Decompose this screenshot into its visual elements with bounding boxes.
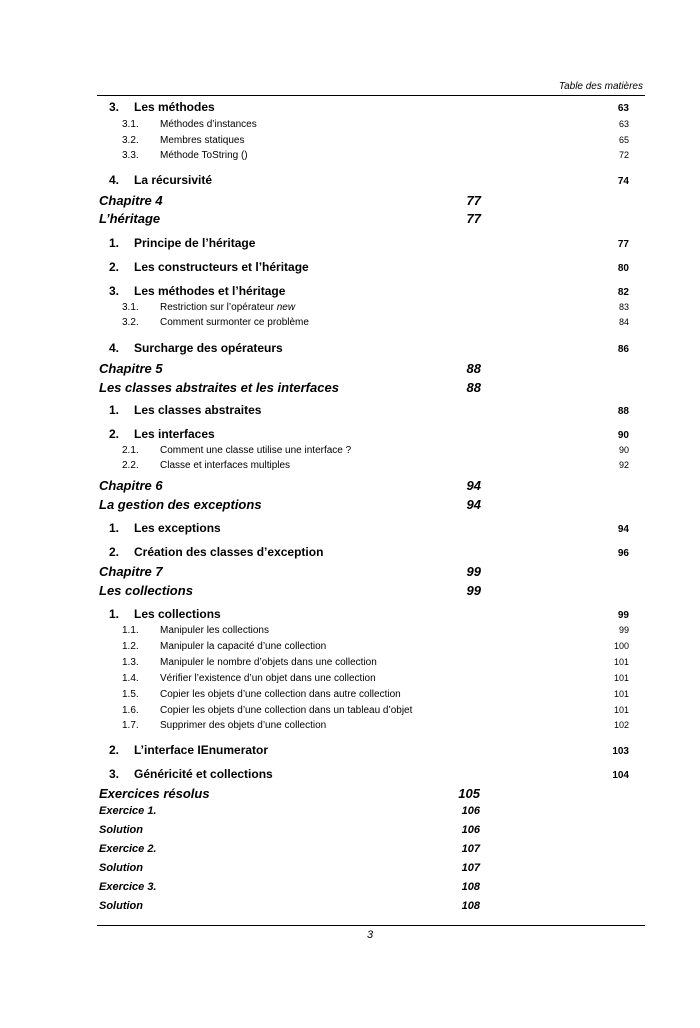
toc-entry-title bbox=[134, 284, 285, 298]
toc-entry-title bbox=[99, 361, 163, 376]
toc-entry-number: 3.3. bbox=[122, 150, 139, 161]
toc-entry-title-text: Les interfaces bbox=[134, 427, 215, 441]
toc-entry[interactable] bbox=[99, 786, 480, 802]
toc-entry[interactable] bbox=[99, 583, 481, 601]
toc-entry-title-text: Chapitre 5 bbox=[99, 361, 163, 376]
toc-entry-page: 83 bbox=[618, 302, 629, 312]
toc-entry-page: 94 bbox=[466, 497, 481, 512]
toc-entry-page: 104 bbox=[612, 770, 629, 781]
toc-entry-page: 82 bbox=[617, 287, 629, 298]
toc-entry-title-text: L’interface IEnumerator bbox=[134, 743, 269, 757]
toc-entry[interactable] bbox=[109, 236, 629, 252]
toc-entry-title-text: Membres statiques bbox=[160, 135, 245, 146]
toc-entry[interactable] bbox=[122, 119, 629, 133]
toc-entry-page: 63 bbox=[618, 119, 629, 129]
toc-entry-number: 2. bbox=[109, 260, 120, 274]
toc-entry-number: 2. bbox=[109, 545, 120, 559]
toc-entry-title bbox=[134, 403, 261, 417]
toc-entry-title-text: Solution bbox=[99, 824, 143, 836]
toc-entry-title bbox=[160, 705, 412, 716]
toc-entry[interactable] bbox=[109, 427, 629, 443]
toc-entry-title bbox=[99, 211, 160, 226]
toc-entry[interactable] bbox=[109, 260, 629, 276]
toc-entry[interactable] bbox=[99, 862, 480, 878]
page-number: 3 bbox=[366, 929, 374, 941]
toc-entry[interactable] bbox=[109, 607, 629, 623]
toc-entry[interactable] bbox=[109, 403, 629, 419]
toc-entry-page: 100 bbox=[613, 641, 629, 651]
toc-entry[interactable] bbox=[109, 100, 629, 116]
toc-entry-page: 74 bbox=[617, 176, 629, 187]
toc-entry-title-text: Principe de l’héritage bbox=[134, 236, 256, 250]
toc-entry-number: 1. bbox=[109, 403, 120, 417]
toc-entry-title bbox=[160, 657, 377, 668]
toc-entry[interactable] bbox=[122, 689, 629, 703]
toc-entry-number: 3. bbox=[109, 100, 120, 114]
toc-entry-title-text: Supprimer des objets d’une collection bbox=[160, 720, 327, 731]
toc-entry-title bbox=[99, 900, 143, 912]
toc-entry-title-text: Création des classes d’exception bbox=[134, 545, 324, 559]
toc-entry-title-text: Exercice 1. bbox=[99, 805, 157, 817]
toc-entry-page: 99 bbox=[617, 610, 629, 621]
toc-entry-page: 107 bbox=[461, 862, 480, 874]
toc-entry-title bbox=[99, 497, 262, 512]
toc-entry-title bbox=[134, 545, 323, 559]
toc-entry-page: 108 bbox=[461, 900, 480, 912]
toc-entry-title-text: Les constructeurs et l’héritage bbox=[134, 260, 309, 274]
toc-entry-title bbox=[99, 380, 339, 395]
toc-entry[interactable] bbox=[99, 564, 481, 582]
toc-entry[interactable] bbox=[109, 341, 629, 357]
toc-entry-title bbox=[99, 564, 163, 579]
toc-entry-title-text: L’héritage bbox=[99, 211, 161, 226]
toc-entry-title bbox=[160, 302, 295, 313]
toc-entry[interactable] bbox=[99, 380, 481, 398]
toc-entry-title-text: Les classes abstraites et les interfaces bbox=[99, 380, 339, 395]
toc-entry-title-text: Exercice 2. bbox=[99, 843, 157, 855]
toc-entry-title bbox=[99, 805, 157, 817]
toc-entry[interactable] bbox=[99, 900, 480, 916]
toc-entry-title-text: Les méthodes bbox=[134, 100, 215, 114]
toc-entry-title-text: Comment une classe utilise une interface ? bbox=[160, 445, 352, 456]
toc-entry-page: 90 bbox=[618, 445, 629, 455]
toc-entry[interactable] bbox=[109, 767, 629, 783]
toc-entry-title-text: Exercice 3. bbox=[99, 881, 157, 893]
toc-entry[interactable] bbox=[109, 284, 629, 300]
toc-entry[interactable] bbox=[109, 173, 629, 189]
toc-entry-title-text: Généricité et collections bbox=[134, 767, 273, 781]
toc-entry-page: 101 bbox=[613, 689, 629, 699]
toc-entry-number: 1.7. bbox=[122, 720, 139, 731]
toc-entry-number: 4. bbox=[109, 173, 120, 187]
toc-entry-title bbox=[99, 881, 157, 893]
toc-entry-number: 2.1. bbox=[122, 445, 139, 456]
toc-entry-number: 1.1. bbox=[122, 625, 139, 636]
toc-entry-title-text: Les collections bbox=[134, 607, 221, 621]
toc-entry[interactable] bbox=[109, 521, 629, 537]
toc-entry-title-text: Chapitre 4 bbox=[99, 193, 163, 208]
running-header: Table des matières bbox=[558, 81, 643, 92]
toc-entry-number: 1.5. bbox=[122, 689, 139, 700]
toc-entry-title bbox=[160, 135, 244, 146]
toc-entry-number: 3.2. bbox=[122, 317, 139, 328]
toc-entry-title-text: Solution bbox=[99, 900, 143, 912]
toc-entry-page: 106 bbox=[461, 805, 480, 817]
toc-entry[interactable] bbox=[122, 625, 629, 639]
toc-entry-title bbox=[134, 767, 273, 781]
toc-entry-number: 1. bbox=[109, 521, 120, 535]
toc-entry[interactable] bbox=[99, 478, 481, 496]
toc-entry-page: 102 bbox=[613, 720, 629, 730]
toc-entry-title bbox=[99, 478, 163, 493]
toc-entry[interactable] bbox=[99, 843, 480, 859]
toc-entry-title-text: Chapitre 7 bbox=[99, 564, 163, 579]
toc-entry[interactable] bbox=[122, 302, 629, 316]
toc-entry-page: 80 bbox=[617, 263, 629, 274]
toc-entry-title bbox=[160, 689, 401, 700]
toc-entry-title-text: La gestion des exceptions bbox=[99, 497, 262, 512]
toc-entry-page: 108 bbox=[461, 881, 480, 893]
toc-entry-title-text: La récursivité bbox=[134, 173, 213, 187]
toc-entry-title bbox=[134, 607, 221, 621]
toc-entry-title-text: Restriction sur l’opérateur bbox=[160, 302, 277, 313]
toc-entry-page: 105 bbox=[458, 786, 480, 801]
toc-entry-page: 77 bbox=[466, 193, 481, 208]
toc-entry[interactable] bbox=[99, 805, 480, 821]
toc-entry-title bbox=[134, 236, 255, 250]
toc-entry-title bbox=[134, 521, 221, 535]
toc-entry-number: 1. bbox=[109, 236, 120, 250]
toc-entry-title-text: Méthode ToString () bbox=[160, 150, 248, 161]
toc-entry-title-text: Manipuler le nombre d’objets dans une collection bbox=[160, 657, 377, 668]
toc-entry-number: 1.6. bbox=[122, 705, 139, 716]
toc-entry-title bbox=[160, 150, 248, 161]
toc-entry[interactable] bbox=[109, 545, 629, 561]
toc-entry-page: 96 bbox=[617, 548, 629, 559]
toc-entry-title-text: Classe et interfaces multiples bbox=[160, 460, 291, 471]
toc-entry-number: 3.1. bbox=[122, 119, 139, 130]
toc-entry-title-emphasis: new bbox=[276, 302, 296, 313]
toc-entry-number: 1.2. bbox=[122, 641, 139, 652]
toc-entry-title-text: Manipuler la capacité d’une collection bbox=[160, 641, 327, 652]
toc-entry-title-text: Les collections bbox=[99, 583, 193, 598]
toc-entry[interactable] bbox=[122, 641, 629, 655]
toc-entry-title bbox=[134, 743, 268, 757]
toc-entry[interactable] bbox=[109, 743, 629, 759]
toc-entry-page: 77 bbox=[466, 211, 481, 226]
toc-entry-number: 1.3. bbox=[122, 657, 139, 668]
toc-entry-title bbox=[134, 173, 212, 187]
toc-entry-title bbox=[160, 317, 309, 328]
toc-entry[interactable] bbox=[99, 881, 480, 897]
toc-entry-title bbox=[160, 119, 257, 130]
toc-entry[interactable] bbox=[99, 497, 481, 515]
toc-entry-number: 1.4. bbox=[122, 673, 139, 684]
toc-entry[interactable] bbox=[122, 720, 629, 734]
toc-entry-number: 3.1. bbox=[122, 302, 139, 313]
toc-entry-title bbox=[134, 260, 309, 274]
toc-entry-page: 88 bbox=[466, 361, 481, 376]
toc-entry-page: 99 bbox=[618, 625, 629, 635]
toc-entry-title-text: Vérifier l’existence d’un objet dans une collection bbox=[160, 673, 376, 684]
toc-entry-title bbox=[99, 824, 143, 836]
toc-entry-title-text: Exercices résolus bbox=[99, 786, 210, 801]
toc-entry-page: 86 bbox=[617, 344, 629, 355]
toc-entry-title bbox=[134, 427, 215, 441]
toc-entry[interactable] bbox=[122, 445, 629, 459]
toc-entry[interactable] bbox=[122, 657, 629, 671]
toc-entry[interactable] bbox=[122, 150, 629, 164]
toc-entry-page: 63 bbox=[617, 103, 629, 114]
toc-entry-title-text: Méthodes d’instances bbox=[160, 119, 257, 130]
toc-entry-page: 99 bbox=[466, 564, 481, 579]
toc-entry-page: 94 bbox=[617, 524, 629, 535]
toc-entry-title bbox=[160, 460, 290, 471]
toc-entry-title-text: Surcharge des opérateurs bbox=[134, 341, 283, 355]
toc-entry-number: 1. bbox=[109, 607, 120, 621]
toc-entry-page: 101 bbox=[613, 673, 629, 683]
toc-entry-title bbox=[99, 786, 210, 801]
toc-entry[interactable] bbox=[99, 361, 481, 379]
toc-entry-title bbox=[160, 625, 269, 636]
toc-entry-number: 2. bbox=[109, 427, 120, 441]
toc-entry-page: 84 bbox=[618, 317, 629, 327]
toc-entry-number: 2. bbox=[109, 743, 120, 757]
toc-entry-title bbox=[160, 673, 376, 684]
toc-entry-page: 107 bbox=[461, 843, 480, 855]
toc-entry[interactable] bbox=[122, 673, 629, 687]
toc-entry-title-text: Copier les objets d’une collection dans un tableau d’objet bbox=[160, 705, 413, 716]
toc-entry-title bbox=[99, 862, 143, 874]
toc-entry-number: 4. bbox=[109, 341, 120, 355]
toc-entry-page: 92 bbox=[618, 460, 629, 470]
toc-entry[interactable] bbox=[99, 824, 480, 840]
toc-entry-title bbox=[134, 100, 215, 114]
toc-entry[interactable] bbox=[122, 460, 629, 474]
footer-rule bbox=[97, 925, 645, 926]
toc-entry-number: 2.2. bbox=[122, 460, 139, 471]
toc-entry-number: 3.2. bbox=[122, 135, 139, 146]
toc-entry-title bbox=[99, 193, 163, 208]
toc-entry[interactable] bbox=[99, 211, 481, 229]
toc-entry-title-text: Copier les objets d’une collection dans autre collection bbox=[160, 689, 401, 700]
toc-entry-title bbox=[99, 843, 157, 855]
toc-entry-page: 77 bbox=[617, 239, 629, 250]
toc-entry-title-text: Les exceptions bbox=[134, 521, 221, 535]
toc-entry-title bbox=[99, 583, 193, 598]
toc-entry-title-text: Manipuler les collections bbox=[160, 625, 269, 636]
toc-entry-page: 103 bbox=[612, 746, 629, 757]
toc-entry-page: 72 bbox=[618, 150, 629, 160]
toc-entry-page: 88 bbox=[466, 380, 481, 395]
toc-entry[interactable] bbox=[122, 135, 629, 149]
toc-entry-number: 3. bbox=[109, 284, 120, 298]
toc-entry[interactable] bbox=[122, 705, 629, 719]
toc-entry-title-text: Les classes abstraites bbox=[134, 403, 262, 417]
toc-entry-title-text: Comment surmonter ce problème bbox=[160, 317, 309, 328]
toc-entry-title-text: Les méthodes et l’héritage bbox=[134, 284, 286, 298]
toc-entry[interactable] bbox=[122, 317, 629, 331]
toc-entry-page: 99 bbox=[466, 583, 481, 598]
toc-entry-page: 101 bbox=[613, 657, 629, 667]
toc-entry-page: 90 bbox=[617, 430, 629, 441]
toc-entry-title bbox=[160, 720, 326, 731]
toc-entry-title bbox=[160, 641, 326, 652]
toc-entry-title bbox=[160, 445, 351, 456]
toc-entry-page: 101 bbox=[613, 705, 629, 715]
toc-entry-page: 88 bbox=[617, 406, 629, 417]
toc-entry-number: 3. bbox=[109, 767, 120, 781]
toc-entry-title-text: Chapitre 6 bbox=[99, 478, 163, 493]
toc-entry-page: 94 bbox=[466, 478, 481, 493]
toc-entry-title bbox=[134, 341, 283, 355]
toc-entry-page: 65 bbox=[618, 135, 629, 145]
toc-entry-page: 106 bbox=[461, 824, 480, 836]
toc-entry-title-text: Solution bbox=[99, 862, 143, 874]
toc-entry[interactable] bbox=[99, 193, 481, 211]
